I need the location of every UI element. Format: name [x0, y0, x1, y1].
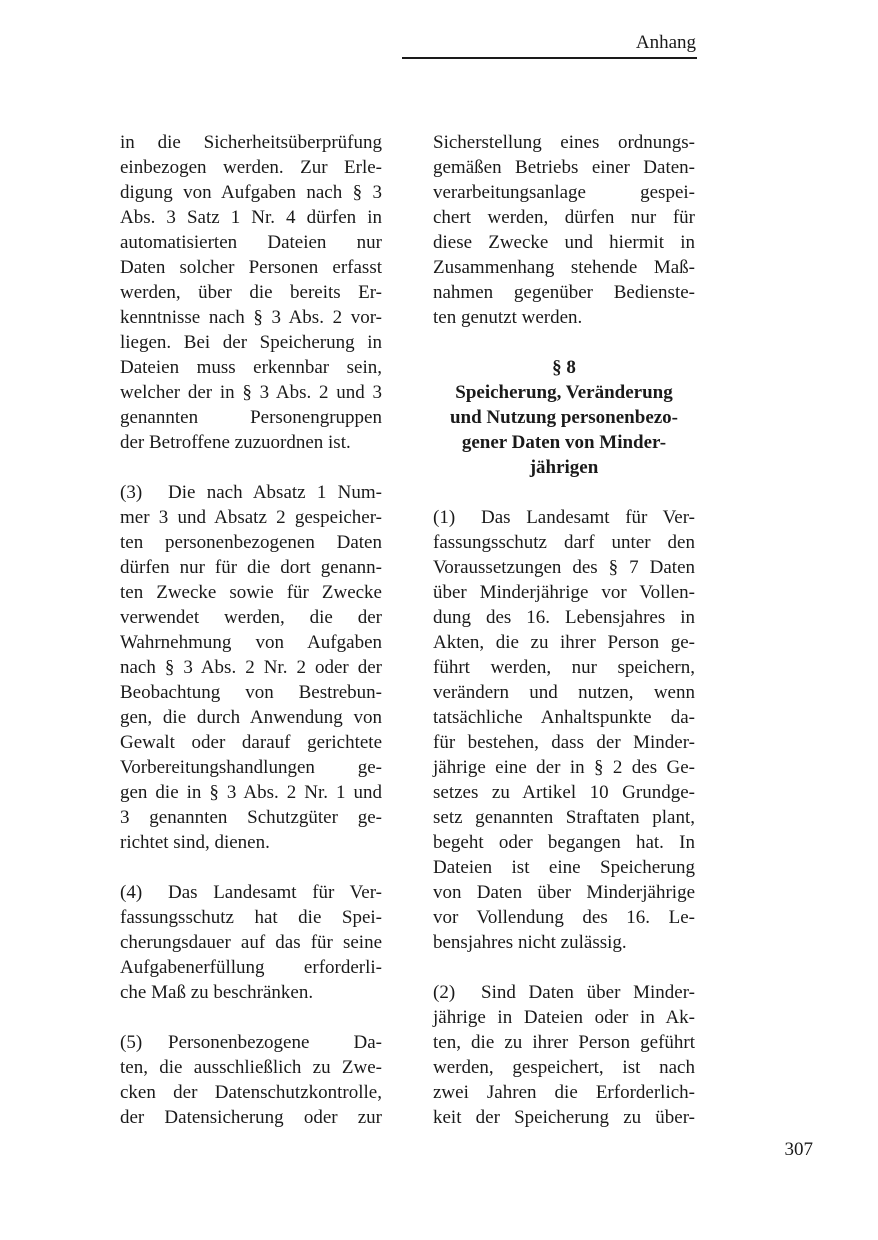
line-text: Abs. 3 Satz 1 Nr. 4 dürfen in	[120, 207, 382, 228]
text-line	[120, 380, 382, 405]
line-text: in die Sicherheitsüberprüfung	[120, 132, 382, 153]
text-line	[433, 680, 695, 705]
line-text: gen die in § 3 Abs. 2 Nr. 1 und	[120, 782, 382, 803]
line-text: Gewalt oder darauf gerichtete	[120, 732, 382, 753]
text-line	[120, 180, 382, 205]
line-text: Aufgabenerfüllung erforderli-	[120, 957, 382, 978]
line-text: liegen. Bei der Speicherung in	[120, 332, 382, 353]
line-text: genannten Personengruppen	[120, 407, 382, 428]
line-text: Akten, die zu ihrer Person ge-	[433, 632, 695, 653]
section-title-line: gener Daten von Minder-	[461, 432, 667, 453]
line-text: automatisierten Dateien nur	[120, 232, 382, 253]
line-text: einbezogen werden. Zur Erle-	[120, 157, 382, 178]
line-text: Sind Daten über Minder-	[481, 982, 695, 1003]
line-text: Zusammenhang stehende Maß-	[433, 257, 695, 278]
line-text: chert werden, dürfen nur für	[433, 207, 695, 228]
text-line	[433, 655, 695, 680]
line-text: verarbeitungsanlage gespei-	[433, 182, 695, 203]
line-text: verändern und nutzen, wenn	[433, 682, 695, 703]
line-text: tatsächliche Anhaltspunkte da-	[433, 707, 695, 728]
text-line	[120, 905, 382, 930]
section-8-paragraph-1	[433, 505, 695, 955]
text-line	[120, 830, 382, 855]
line-text: für bestehen, dass der Minder-	[433, 732, 695, 753]
text-line	[433, 280, 695, 305]
line-text: Voraussetzungen des § 7 Daten	[433, 557, 695, 578]
text-line	[433, 555, 695, 580]
line-text: dürfen nur für die dort genann-	[120, 557, 382, 578]
line-text: fassungsschutz hat die Spei-	[120, 907, 382, 928]
line-text: setz genannten Straftaten plant,	[433, 807, 695, 828]
line-text: Das Landesamt für Ver-	[168, 882, 382, 903]
line-text: kenntnisse nach § 3 Abs. 2 vor-	[120, 307, 382, 328]
line-text: Vorbereitungshandlungen ge-	[120, 757, 382, 778]
text-line	[433, 605, 695, 630]
header-rule	[402, 57, 697, 59]
text-line	[120, 880, 382, 905]
text-line	[433, 1005, 695, 1030]
text-line	[120, 680, 382, 705]
text-line	[433, 230, 695, 255]
text-line	[433, 155, 695, 180]
text-line	[120, 280, 382, 305]
paragraph-2-continuation	[120, 130, 382, 455]
line-text: jährige in Dateien oder in Ak-	[433, 1007, 695, 1028]
text-line	[120, 505, 382, 530]
line-text: Das Landesamt für Ver-	[481, 507, 695, 528]
text-line	[433, 780, 695, 805]
line-text: che Maß zu beschränken.	[120, 982, 314, 1003]
line-text: Daten solcher Personen erfasst	[120, 257, 382, 278]
text-line	[120, 805, 382, 830]
text-line	[120, 1080, 382, 1105]
text-line	[433, 755, 695, 780]
running-head: Anhang	[635, 32, 696, 53]
text-line	[433, 855, 695, 880]
left-column	[120, 130, 382, 1155]
text-line	[120, 605, 382, 630]
text-line	[433, 880, 695, 905]
text-line	[120, 705, 382, 730]
line-text: führt werden, nur speichern,	[433, 657, 695, 678]
line-text: gemäßen Betriebs einer Daten-	[433, 157, 695, 178]
text-line	[433, 930, 695, 955]
text-line	[433, 305, 695, 330]
text-line	[433, 530, 695, 555]
text-line	[120, 755, 382, 780]
text-line	[120, 530, 382, 555]
text-line	[433, 1055, 695, 1080]
text-line	[120, 130, 382, 155]
text-line	[120, 780, 382, 805]
section-heading	[433, 355, 695, 480]
line-text: ten personenbezogenen Daten	[120, 532, 382, 553]
line-text: nahmen gegenüber Bedienste-	[433, 282, 695, 303]
text-line	[120, 1105, 382, 1130]
text-line	[433, 255, 695, 280]
paragraph-number: (5)	[120, 1032, 143, 1053]
text-line	[433, 580, 695, 605]
paragraph-5	[120, 1030, 382, 1130]
paragraph-number: (1)	[433, 507, 456, 528]
right-column	[433, 130, 695, 1155]
text-line	[120, 930, 382, 955]
line-text: Dateien muss erkennbar sein,	[120, 357, 382, 378]
text-line	[120, 630, 382, 655]
text-line	[433, 130, 695, 155]
line-text: von Daten über Minderjährige	[433, 882, 695, 903]
line-text: gen, die durch Anwendung von	[120, 707, 382, 728]
paragraph-4	[120, 880, 382, 1005]
line-text: Beobachtung von Bestrebun-	[120, 682, 382, 703]
text-line	[120, 655, 382, 680]
line-text: bensjahres nicht zulässig.	[433, 932, 627, 953]
text-line	[120, 355, 382, 380]
text-line	[120, 580, 382, 605]
paragraph-number: (2)	[433, 982, 456, 1003]
text-line	[120, 430, 382, 455]
line-text: jährige eine der in § 2 des Ge-	[433, 757, 695, 778]
text-line	[433, 730, 695, 755]
line-text: über Minderjährige vor Vollen-	[433, 582, 695, 603]
text-line	[433, 830, 695, 855]
text-line	[120, 1055, 382, 1080]
line-text: vor Vollendung des 16. Le-	[433, 907, 695, 928]
text-line	[120, 305, 382, 330]
section-title-line: und Nutzung personenbezo-	[449, 407, 679, 428]
line-text: der Datensicherung oder zur	[120, 1107, 382, 1128]
line-text: diese Zwecke und hiermit in	[433, 232, 695, 253]
text-line	[433, 205, 695, 230]
text-line	[433, 1105, 695, 1130]
text-line	[433, 505, 695, 530]
text-line	[120, 955, 382, 980]
line-text: der Betroffene zuzuordnen ist.	[120, 432, 351, 453]
line-text: zwei Jahren die Erforderlich-	[433, 1082, 695, 1103]
paragraph-number: (3)	[120, 482, 143, 503]
text-line	[120, 980, 382, 1005]
text-line	[433, 805, 695, 830]
line-text: nach § 3 Abs. 2 Nr. 2 oder der	[120, 657, 382, 678]
text-line	[120, 1030, 382, 1055]
line-text: cken der Datenschutzkontrolle,	[120, 1082, 382, 1103]
paragraph-number: (4)	[120, 882, 143, 903]
line-text: Dateien ist eine Speicherung	[433, 857, 695, 878]
text-line	[433, 1080, 695, 1105]
line-text: begeht oder begangen hat. In	[433, 832, 695, 853]
line-text: richtet sind, dienen.	[120, 832, 270, 853]
line-text: Die nach Absatz 1 Num-	[168, 482, 382, 503]
line-text: werden, gespeichert, ist nach	[433, 1057, 695, 1078]
text-line	[433, 630, 695, 655]
text-line	[120, 730, 382, 755]
text-line	[120, 555, 382, 580]
line-text: cherungsdauer auf das für seine	[120, 932, 382, 953]
section-number: § 8	[552, 357, 576, 378]
text-line	[433, 905, 695, 930]
line-text: 3 genannten Schutzgüter ge-	[120, 807, 382, 828]
line-text: setzes zu Artikel 10 Grundge-	[433, 782, 695, 803]
text-line	[120, 330, 382, 355]
line-text: welcher der in § 3 Abs. 2 und 3	[120, 382, 382, 403]
page-number: 307	[784, 1139, 813, 1160]
text-line	[433, 705, 695, 730]
line-text: ten genutzt werden.	[433, 307, 583, 328]
text-line	[120, 205, 382, 230]
line-text: ten, die ausschließlich zu Zwe-	[120, 1057, 382, 1078]
line-text: Wahrnehmung von Aufgaben	[120, 632, 382, 653]
text-line	[433, 980, 695, 1005]
text-line	[120, 255, 382, 280]
paragraph-5-continuation	[433, 130, 695, 330]
line-text: fassungsschutz darf unter den	[433, 532, 695, 553]
section-title-line: Speicherung, Veränderung	[455, 382, 673, 403]
line-text: Sicherstellung eines ordnungs-	[433, 132, 695, 153]
section-title-line: jährigen	[529, 457, 599, 478]
line-text: ten, die zu ihrer Person geführt	[433, 1032, 695, 1053]
line-text: dung des 16. Lebensjahres in	[433, 607, 695, 628]
line-text: Personenbezogene Da-	[168, 1032, 382, 1053]
text-line	[433, 180, 695, 205]
line-text: werden, über die bereits Er-	[120, 282, 382, 303]
line-text: mer 3 und Absatz 2 gespeicher-	[120, 507, 382, 528]
text-line	[120, 480, 382, 505]
line-text: digung von Aufgaben nach § 3	[120, 182, 382, 203]
text-line	[120, 230, 382, 255]
text-line	[120, 405, 382, 430]
text-line	[433, 1030, 695, 1055]
line-text: ten Zwecke sowie für Zwecke	[120, 582, 382, 603]
paragraph-3	[120, 480, 382, 855]
line-text: keit der Speicherung zu über-	[433, 1107, 695, 1128]
section-8-paragraph-2	[433, 980, 695, 1130]
text-line	[120, 155, 382, 180]
line-text: verwendet werden, die der	[120, 607, 382, 628]
